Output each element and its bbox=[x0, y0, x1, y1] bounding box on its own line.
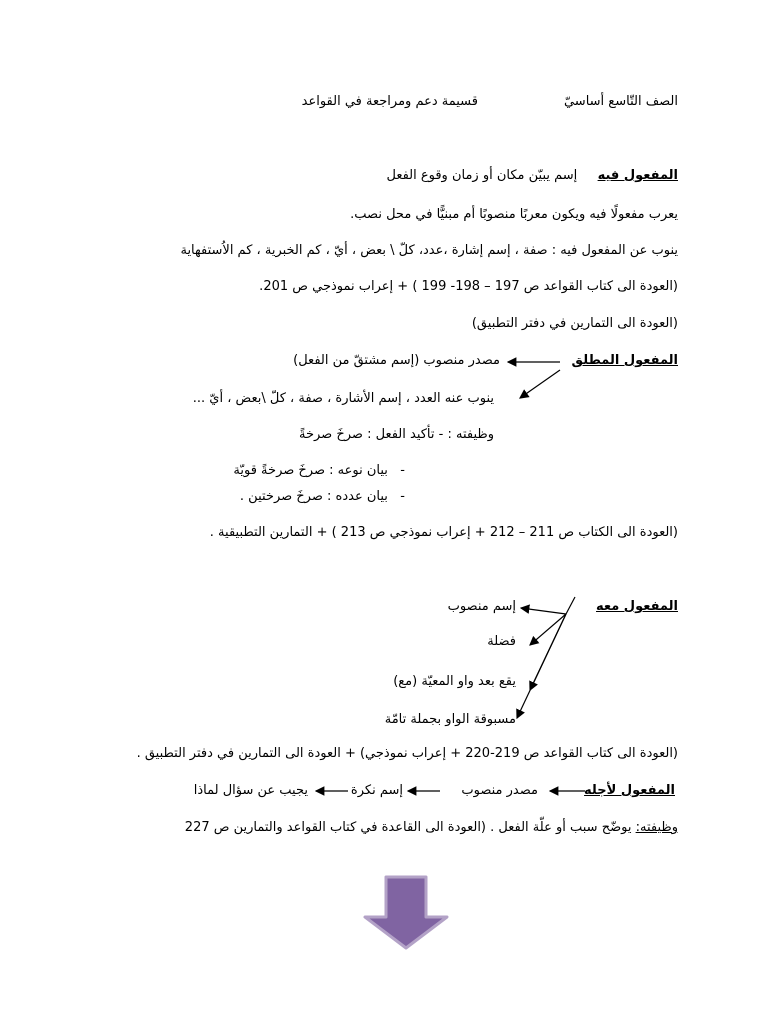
down-arrow-icon bbox=[365, 877, 447, 948]
maful-mutlaq-bullet-2: - بيان عدده : صرخَ صرختين . bbox=[239, 489, 405, 504]
maful-fih-heading: المفعول فيه bbox=[597, 168, 678, 183]
maful-fih-exercises: (العودة الى التمارين في دفتر التطبيق) bbox=[471, 316, 678, 331]
maful-maah-item-2: فضلة bbox=[487, 634, 516, 649]
maful-maah-reference: (العودة الى كتاب القواعد ص 219-220 + إعراب نموذجي) + العودة الى التمارين في دفتر التطبيق . bbox=[136, 746, 678, 761]
maful-liajlih-chain-1: مصدر منصوب bbox=[461, 783, 538, 798]
bullet-text: بيان عدده : صرخَ صرختين . bbox=[239, 489, 388, 504]
worksheet-title: قسيمة دعم ومراجعة في القواعد bbox=[301, 94, 478, 109]
maful-liajlih-chain-2: إسم نكرة bbox=[350, 783, 403, 798]
maah-arrow-4 bbox=[517, 614, 566, 718]
maful-fih-definition: إسم يبيّن مكان أو زمان وقوع الفعل bbox=[386, 168, 578, 183]
maful-mutlaq-substitutes: ينوب عنه العدد ، إسم الأشارة ، صفة ، كلّ \بعض ، أيّ ... bbox=[192, 391, 494, 406]
maful-fih-substitutes: ينوب عن المفعول فيه : صفة ، إسم إشارة ،عدد، كلّ \ بعض ، أيّ ، كم الخبرية ، كم الاُستفهاية bbox=[180, 243, 678, 258]
maful-fih-reference: (العودة الى كتاب القواعد ص 197 – 198- 199 ) + إعراب نموذجي ص 201. bbox=[259, 279, 678, 294]
function-text: يوضّح سبب أو علّة الفعل . (العودة الى القاعدة في كتاب القواعد والتمارين ص 227 bbox=[184, 820, 636, 835]
maful-maah-item-1: إسم منصوب bbox=[447, 599, 516, 614]
maah-fan-stem bbox=[566, 597, 575, 614]
maful-maah-item-3: يقع بعد واو المعيّة (مع) bbox=[393, 674, 516, 689]
maful-mutlaq-heading: المفعول المطلق bbox=[571, 353, 678, 368]
maful-mutlaq-bullet-1: - بيان نوعه : صرخَ صرخةً قويّة bbox=[233, 463, 405, 478]
grade-label: الصف التّاسع أساسيّ bbox=[563, 94, 678, 109]
function-label: وظيفته: bbox=[635, 820, 678, 835]
maful-mutlaq-definition: مصدر منصوب (إسم مشتقّ من الفعل) bbox=[293, 353, 500, 368]
maful-maah-heading: المفعول معه bbox=[596, 599, 678, 614]
bullet-text: بيان نوعه : صرخَ صرخةً قويّة bbox=[233, 463, 388, 478]
maah-arrow-1 bbox=[521, 608, 566, 614]
maful-liajlih-chain-3: يجيب عن سؤال لماذا bbox=[193, 783, 308, 798]
maful-liajlih-heading: المفعول لأجله bbox=[584, 783, 675, 798]
maful-maah-item-4: مسبوقة الواو بجملة تامّة bbox=[384, 712, 516, 727]
maah-arrow-2 bbox=[530, 614, 566, 645]
mutlaq-arrow-down bbox=[520, 370, 560, 398]
maful-mutlaq-function: وظيفته : - تأكيد الفعل : صرخَ صرخةً bbox=[299, 427, 494, 442]
maful-mutlaq-reference: (العودة الى الكتاب ص 211 – 212 + إعراب نموذجي ص 213 ) + التمارين التطبيقية . bbox=[209, 525, 678, 540]
maful-fih-i3rab: يعرب مفعولًا فيه ويكون معربًا منصوبًا أم مبنيًّا في محل نصب. bbox=[350, 207, 678, 222]
